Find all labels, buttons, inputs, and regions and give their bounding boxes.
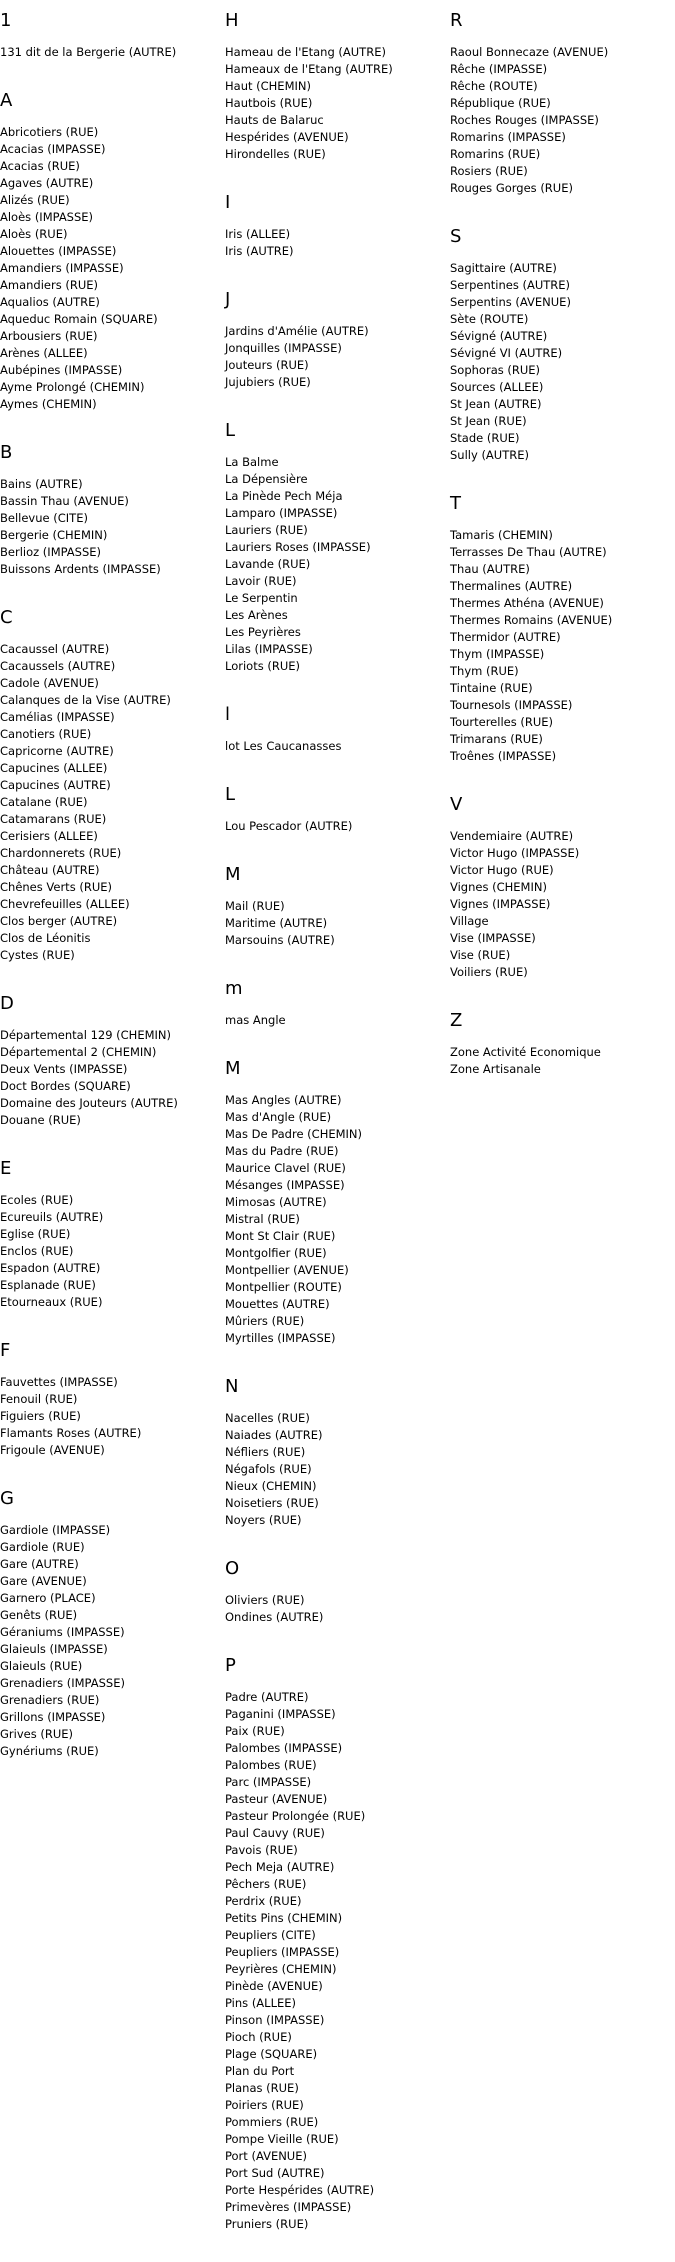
letter-group [0,90,220,413]
street-link[interactable]: Pinson (IMPASSE) [225,2013,325,2027]
letter-heading: D [0,993,14,1014]
street-link[interactable]: Aloès (IMPASSE) [0,210,94,224]
street-link[interactable]: Ayme Prolongé (CHEMIN) [0,380,145,394]
street-link[interactable]: Grillons (IMPASSE) [0,1710,106,1724]
street-link[interactable]: Mont St Clair (RUE) [225,1229,336,1243]
street-link[interactable]: Domaine des Jouteurs (AUTRE) [0,1096,178,1110]
letter-heading: R [450,10,463,31]
street-link[interactable]: Ecureuils (AUTRE) [0,1210,104,1224]
street-link[interactable]: Serpentines (AUTRE) [450,278,571,292]
street-link[interactable]: Jonquilles (IMPASSE) [225,341,342,355]
street-link[interactable]: Iris (AUTRE) [225,244,294,258]
letter-heading: M [225,1058,241,1079]
street-link[interactable]: Sully (AUTRE) [450,448,529,462]
street-link[interactable]: Peupliers (CITE) [225,1928,316,1942]
street-link[interactable]: Abricotiers (RUE) [0,125,99,139]
street-link[interactable]: Pavois (RUE) [225,1843,298,1857]
street-link[interactable]: Vignes (CHEMIN) [450,880,547,894]
street-link[interactable]: Camélias (IMPASSE) [0,710,115,724]
street-link[interactable]: Poiriers (RUE) [225,2098,304,2112]
street-link[interactable]: Arènes (ALLEE) [0,346,88,360]
letter-heading: J [225,289,231,310]
street-link[interactable]: Eglise (RUE) [0,1227,71,1241]
street-link[interactable]: Bellevue (CITE) [0,511,88,525]
street-link[interactable]: Noisetiers (RUE) [225,1496,319,1510]
street-link[interactable]: Genêts (RUE) [0,1608,78,1622]
street-link[interactable]: Mimosas (AUTRE) [225,1195,327,1209]
street-link[interactable]: Capucines (AUTRE) [0,778,111,792]
street-link[interactable]: Château (AUTRE) [0,863,100,877]
street-link[interactable]: Montpellier (ROUTE) [225,1280,342,1294]
street-link[interactable]: Romarins (RUE) [450,147,541,161]
letter-group [0,993,220,1129]
street-link[interactable]: St Jean (RUE) [450,414,527,428]
letter-heading: C [0,607,13,628]
street-link[interactable]: Fauvettes (IMPASSE) [0,1375,118,1389]
street-link[interactable]: Mas du Padre (RUE) [225,1144,339,1158]
letter-heading: B [0,442,13,463]
letter-group [450,10,670,197]
street-link[interactable]: Roches Rouges (IMPASSE) [450,113,599,127]
street-link[interactable]: Lavande (RUE) [225,557,311,571]
street-link[interactable]: Mail (RUE) [225,899,285,913]
street-link[interactable]: Pommiers (RUE) [225,2115,319,2129]
street-link[interactable]: Flamants Roses (AUTRE) [0,1426,142,1440]
street-link[interactable]: Romarins (IMPASSE) [450,130,566,144]
street-link[interactable]: La Dépensière [225,472,308,486]
street-link[interactable]: Rouges Gorges (RUE) [450,181,573,195]
street-link[interactable]: Glaieuls (IMPASSE) [0,1642,108,1656]
street-link[interactable]: Porte Hespérides (AUTRE) [225,2183,375,2197]
street-link[interactable]: Sévigné VI (AUTRE) [450,346,563,360]
street-link[interactable]: Vise (IMPASSE) [450,931,536,945]
street-link[interactable]: Gynériums (RUE) [0,1744,99,1758]
street-link[interactable]: Jouteurs (RUE) [225,358,309,372]
street-link[interactable]: Aymes (CHEMIN) [0,397,97,411]
street-link[interactable]: Pêchers (RUE) [225,1877,307,1891]
street-link[interactable]: Myrtilles (IMPASSE) [225,1331,336,1345]
street-link[interactable]: Zone Activité Economique [450,1045,601,1059]
letter-heading: T [450,493,461,514]
letter-heading: Z [450,1010,463,1031]
letter-heading: A [0,90,13,111]
street-link[interactable]: Lamparo (IMPASSE) [225,506,338,520]
street-link[interactable]: lot Les Caucanasses [225,739,342,753]
street-link[interactable]: Palombes (RUE) [225,1758,317,1772]
letter-group [0,607,220,964]
street-link[interactable]: Amandiers (RUE) [0,278,98,292]
street-link[interactable]: Rêche (ROUTE) [450,79,538,93]
street-link[interactable]: Plage (SQUARE) [225,2047,318,2061]
street-link[interactable]: Port Sud (AUTRE) [225,2166,325,2180]
street-link[interactable]: Hameaux de l'Etang (AUTRE) [225,62,393,76]
street-link[interactable]: Planas (RUE) [225,2081,299,2095]
letter-heading: O [225,1558,240,1579]
letter-group [225,978,445,1029]
street-link[interactable]: Lauriers (RUE) [225,523,308,537]
street-link[interactable]: Plan du Port [225,2064,295,2078]
street-link[interactable]: Cystes (RUE) [0,948,75,962]
street-link[interactable]: Glaieuls (RUE) [0,1659,83,1673]
street-link[interactable]: Petits Pins (CHEMIN) [225,1911,343,1925]
street-link[interactable]: Cerisiers (ALLEE) [0,829,98,843]
street-link[interactable]: Départemental 2 (CHEMIN) [0,1045,157,1059]
street-link[interactable]: Tamaris (CHEMIN) [450,528,553,542]
street-link[interactable]: Catamarans (RUE) [0,812,107,826]
street-link[interactable]: Loriots (RUE) [225,659,301,673]
street-link[interactable]: Capucines (ALLEE) [0,761,108,775]
street-link[interactable]: Vise (RUE) [450,948,511,962]
letter-group [225,1376,445,1529]
street-link[interactable]: Pasteur Prolongée (RUE) [225,1809,366,1823]
street-link[interactable]: Pruniers (RUE) [225,2217,309,2231]
letter-heading: G [0,1488,14,1509]
street-link[interactable]: Buissons Ardents (IMPASSE) [0,562,161,576]
letter-group [225,1655,445,2233]
letter-heading: I [225,192,231,213]
street-link[interactable]: Enclos (RUE) [0,1244,74,1258]
street-link[interactable]: Les Arènes [225,608,288,622]
street-link[interactable]: Alizés (RUE) [0,193,70,207]
street-link[interactable]: Sources (ALLEE) [450,380,544,394]
street-link[interactable]: Gare (AVENUE) [0,1574,87,1588]
street-link[interactable]: Gardiole (IMPASSE) [0,1523,111,1537]
letter-heading: M [225,864,241,885]
street-link[interactable]: Clos de Léonitis [0,931,91,945]
street-link[interactable]: Parc (IMPASSE) [225,1775,312,1789]
street-link[interactable]: Mas Angles (AUTRE) [225,1093,342,1107]
street-link[interactable]: Lou Pescador (AUTRE) [225,819,353,833]
street-link[interactable]: Palombes (IMPASSE) [225,1741,343,1755]
street-link[interactable]: Amandiers (IMPASSE) [0,261,124,275]
street-link[interactable]: Géraniums (IMPASSE) [0,1625,125,1639]
letter-group [225,289,445,391]
street-link[interactable]: Etourneaux (RUE) [0,1295,103,1309]
street-link[interactable]: Lilas (IMPASSE) [225,642,313,656]
street-link[interactable]: Stade (RUE) [450,431,520,445]
street-link[interactable]: Mas De Padre (CHEMIN) [225,1127,363,1141]
street-link[interactable]: Sète (ROUTE) [450,312,529,326]
street-link[interactable]: Bassin Thau (AVENUE) [0,494,129,508]
street-link[interactable]: Thermes Athéna (AVENUE) [450,596,604,610]
street-link[interactable]: Alouettes (IMPASSE) [0,244,117,258]
street-link[interactable]: Tintaine (RUE) [450,681,533,695]
letter-heading: S [450,226,462,247]
street-link[interactable]: Noyers (RUE) [225,1513,302,1527]
street-link[interactable]: Thermidor (AUTRE) [450,630,561,644]
letter-heading: L [225,420,236,441]
street-link[interactable]: Chevrefeuilles (ALLEE) [0,897,130,911]
street-link[interactable]: Néfliers (RUE) [225,1445,306,1459]
street-index-column-3 [450,10,670,1107]
street-link[interactable]: Acacias (IMPASSE) [0,142,106,156]
street-link[interactable]: Bergerie (CHEMIN) [0,528,108,542]
street-link[interactable]: Grenadiers (RUE) [0,1693,100,1707]
street-link[interactable]: Cacaussel (AUTRE) [0,642,110,656]
letter-group [225,704,445,755]
street-link[interactable]: Thym (IMPASSE) [450,647,545,661]
street-link[interactable]: Les Peyrières [225,625,301,639]
letter-group [450,226,670,464]
street-link[interactable]: Pech Meja (AUTRE) [225,1860,335,1874]
street-link[interactable]: Aqueduc Romain (SQUARE) [0,312,158,326]
street-link[interactable]: Paganini (IMPASSE) [225,1707,336,1721]
street-link[interactable]: Figuiers (RUE) [0,1409,81,1423]
street-link[interactable]: Victor Hugo (RUE) [450,863,554,877]
street-link[interactable]: Pioch (RUE) [225,2030,292,2044]
street-link[interactable]: Nacelles (RUE) [225,1411,310,1425]
street-link[interactable]: Pompe Vieille (RUE) [225,2132,339,2146]
street-link[interactable]: Naiades (AUTRE) [225,1428,323,1442]
street-link[interactable]: mas Angle [225,1013,286,1027]
letter-group [225,864,445,949]
street-link[interactable]: Raoul Bonnecaze (AVENUE) [450,45,609,59]
letter-heading: L [225,784,236,805]
street-link[interactable]: Hauts de Balaruc [225,113,324,127]
letter-heading: l [225,704,231,725]
letter-group [225,784,445,835]
letter-group [0,1488,220,1760]
street-link[interactable]: Perdrix (RUE) [225,1894,302,1908]
street-link[interactable]: Rêche (IMPASSE) [450,62,548,76]
street-link[interactable]: Frigoule (AVENUE) [0,1443,105,1457]
street-link[interactable]: Hameau de l'Etang (AUTRE) [225,45,386,59]
street-link[interactable]: Aubépines (IMPASSE) [0,363,123,377]
letter-heading: E [0,1158,12,1179]
letter-group [0,10,220,61]
street-link[interactable]: Troênes (IMPASSE) [450,749,557,763]
street-link[interactable]: Lavoir (RUE) [225,574,297,588]
street-link[interactable]: Bains (AUTRE) [0,477,83,491]
letter-heading: V [450,794,463,815]
street-link[interactable]: Vignes (IMPASSE) [450,897,551,911]
street-link[interactable]: Grenadiers (IMPASSE) [0,1676,125,1690]
street-link[interactable]: Capricorne (AUTRE) [0,744,114,758]
street-link[interactable]: Grives (RUE) [0,1727,74,1741]
street-link[interactable]: Départemental 129 (CHEMIN) [0,1028,172,1042]
street-link[interactable]: Sophoras (RUE) [450,363,541,377]
street-link[interactable]: Port (AVENUE) [225,2149,307,2163]
street-link[interactable]: Garnero (PLACE) [0,1591,96,1605]
street-link[interactable]: 131 dit de la Bergerie (AUTRE) [0,45,177,59]
letter-heading: P [225,1655,236,1676]
street-link[interactable]: Mistral (RUE) [225,1212,300,1226]
street-link[interactable]: Chênes Verts (RUE) [0,880,112,894]
street-link[interactable]: Clos berger (AUTRE) [0,914,118,928]
street-link[interactable]: Pasteur (AVENUE) [225,1792,328,1806]
street-link[interactable]: Ecoles (RUE) [0,1193,74,1207]
street-link[interactable]: Primevères (IMPASSE) [225,2200,352,2214]
letter-heading: m [225,978,243,999]
street-link[interactable]: Trimarans (RUE) [450,732,543,746]
letter-heading: N [225,1376,239,1397]
street-link[interactable]: Mûriers (RUE) [225,1314,305,1328]
street-link[interactable]: Acacias (RUE) [0,159,80,173]
letter-group [0,1340,220,1459]
street-link[interactable]: Doct Bordes (SQUARE) [0,1079,131,1093]
street-link[interactable]: Jujubiers (RUE) [225,375,311,389]
street-link[interactable]: Thau (AUTRE) [450,562,530,576]
street-link[interactable]: Agaves (AUTRE) [0,176,94,190]
street-link[interactable]: Mésanges (IMPASSE) [225,1178,345,1192]
street-link[interactable]: République (RUE) [450,96,551,110]
street-link[interactable]: Ondines (AUTRE) [225,1610,324,1624]
street-link[interactable]: Pins (ALLEE) [225,1996,296,2010]
street-link[interactable]: La Pinède Pech Méja [225,489,343,503]
street-link[interactable]: Maritime (AUTRE) [225,916,328,930]
street-link[interactable]: Nieux (CHEMIN) [225,1479,317,1493]
street-link[interactable]: Sagittaire (AUTRE) [450,261,557,275]
street-link[interactable]: Fenouil (RUE) [0,1392,78,1406]
street-link[interactable]: Mas d'Angle (RUE) [225,1110,332,1124]
letter-group [225,10,445,163]
street-link[interactable]: Espadon (AUTRE) [0,1261,101,1275]
street-link[interactable]: Catalane (RUE) [0,795,88,809]
street-link[interactable]: Gare (AUTRE) [0,1557,79,1571]
street-link[interactable]: Cadole (AVENUE) [0,676,99,690]
street-link[interactable]: Sévigné (AUTRE) [450,329,548,343]
street-link[interactable]: Cacaussels (AUTRE) [0,659,116,673]
street-link[interactable]: Hespérides (AVENUE) [225,130,349,144]
letter-group [0,442,220,578]
street-link[interactable]: Maurice Clavel (RUE) [225,1161,346,1175]
letter-group [450,794,670,981]
street-link[interactable]: Montgolfier (RUE) [225,1246,327,1260]
street-link[interactable]: Paul Cauvy (RUE) [225,1826,325,1840]
street-link[interactable]: Peyrières (CHEMIN) [225,1962,337,1976]
letter-heading: H [225,10,239,31]
street-link[interactable]: Terrasses De Thau (AUTRE) [450,545,607,559]
street-link[interactable]: St Jean (AUTRE) [450,397,542,411]
street-link[interactable]: Hautbois (RUE) [225,96,313,110]
street-link[interactable]: Chardonnerets (RUE) [0,846,122,860]
street-link[interactable]: Aloès (RUE) [0,227,68,241]
street-link[interactable]: Lauriers Roses (IMPASSE) [225,540,371,554]
street-link[interactable]: Peupliers (IMPASSE) [225,1945,340,1959]
street-link[interactable]: Thermes Romains (AVENUE) [450,613,613,627]
street-link[interactable]: Esplanade (RUE) [0,1278,96,1292]
street-link[interactable]: Arbousiers (RUE) [0,329,98,343]
street-link[interactable]: Deux Vents (IMPASSE) [0,1062,128,1076]
letter-group [450,1010,670,1078]
letter-group [225,420,445,675]
street-link[interactable]: Jardins d'Amélie (AUTRE) [225,324,369,338]
street-link[interactable]: Négafols (RUE) [225,1462,312,1476]
street-link[interactable]: Calanques de la Vise (AUTRE) [0,693,171,707]
street-link[interactable]: Vendemiaire (AUTRE) [450,829,574,843]
street-link[interactable]: Tourterelles (RUE) [450,715,554,729]
street-link[interactable]: Le Serpentin [225,591,298,605]
street-link[interactable]: Canotiers (RUE) [0,727,92,741]
street-link[interactable]: Aqualios (AUTRE) [0,295,100,309]
letter-group [0,1158,220,1311]
street-link[interactable]: Oliviers (RUE) [225,1593,305,1607]
street-link[interactable]: Paix (RUE) [225,1724,285,1738]
letter-group [225,1058,445,1347]
street-link[interactable]: Mouettes (AUTRE) [225,1297,330,1311]
street-link[interactable]: Rosiers (RUE) [450,164,528,178]
street-link[interactable]: Haut (CHEMIN) [225,79,311,93]
street-link[interactable]: Hirondelles (RUE) [225,147,326,161]
street-link[interactable]: Padre (AUTRE) [225,1690,309,1704]
street-link[interactable]: Village [450,914,489,928]
street-link[interactable]: Marsouins (AUTRE) [225,933,335,947]
letter-heading: 1 [0,10,12,31]
street-link[interactable]: Serpentins (AVENUE) [450,295,571,309]
street-index-column-2 [225,10,445,2262]
street-link[interactable]: Pinède (AVENUE) [225,1979,323,1993]
street-link[interactable]: Tournesols (IMPASSE) [450,698,573,712]
street-link[interactable]: La Balme [225,455,279,469]
street-link[interactable]: Voiliers (RUE) [450,965,528,979]
letter-group [225,1558,445,1626]
street-link[interactable]: Berlioz (IMPASSE) [0,545,102,559]
street-link[interactable]: Thym (RUE) [450,664,519,678]
street-link[interactable]: Victor Hugo (IMPASSE) [450,846,580,860]
street-link[interactable]: Montpellier (AVENUE) [225,1263,349,1277]
letter-group [225,192,445,260]
street-link[interactable]: Thermalines (AUTRE) [450,579,573,593]
street-link[interactable]: Gardiole (RUE) [0,1540,85,1554]
letter-heading: F [0,1340,11,1361]
street-link[interactable]: Zone Artisanale [450,1062,541,1076]
street-index-column-1 [0,10,220,1789]
street-link[interactable]: Douane (RUE) [0,1113,81,1127]
street-link[interactable]: Iris (ALLEE) [225,227,291,241]
letter-group [450,493,670,765]
